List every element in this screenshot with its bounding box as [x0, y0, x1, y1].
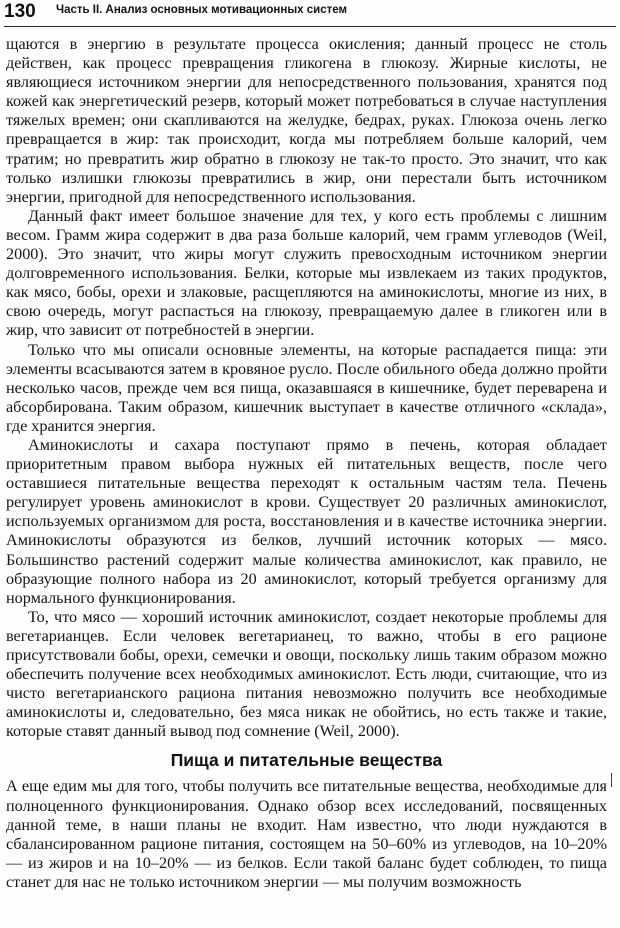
- paragraph-2: Данный факт имеет большое значение для тех, у кого есть проблемы с лишним весом. Грамм жира содержит в два раза больше калорий, чем грамм углеводов (Weil, 2000). Это значит, что жиры могут служить превосходным источником энергии долговременного использования. Белки, которые мы извлекаем из таких продуктов, как мясо, бобы, орехи и злаковые, расщепляются на аминокислоты, многие из них, в свою очередь, могут распасться на глюкозу, превращаемую далее в гликоген или в жир, что зависит от потребностей в энергии.: [6, 206, 607, 340]
- page-body: [6, 35, 607, 892]
- section-paragraph: А еще едим мы для того, чтобы получить все питательные вещества, необходимые для полноценного функционирования. Однако обзор всех исследований, посвященных данной теме, в наши планы не входит. Нам известно, что люди нуждаются в сбалансированном рационе питания, состоящем на 50–60% из углеводов, на 10–20% — из жиров и на 10–20% — из белков. Если такой баланс будет соблюден, то пища станет для нас не только источником энергии — мы получим возможность: [6, 777, 607, 891]
- section-heading: Пища и питательные вещества: [170, 750, 443, 771]
- page-number: 130: [4, 1, 36, 22]
- paragraph-3: Только что мы описали основные элементы, на которые распадается пища: эти элементы всасываются затем в кровяное русло. После обильного обеда должно пройти несколько часов, прежде чем вся пища, оказавшаяся в кишечнике, будет переварена и абсорбирована. Таким образом, кишечник выступает в качестве отличного «склада», где хранится энергия.: [6, 340, 607, 435]
- paragraph-4: Аминокислоты и сахара поступают прямо в печень, которая обладает приоритетным правом выбора нужных ей питательных веществ, после чего оставшиеся питательные вещества переходят к остальным частям тела. Печень регулирует уровень аминокислот в крови. Существует 20 различных аминокислот, используемых организмом для роста, восстановления и в качестве источника энергии. Аминокислоты образуются из белков, лучший источник которых — мясо. Большинство растений содержит малые количества аминокислот, как правило, не образующие полного набора из 20 аминокислот, который требуется организму для нормального функционирования.: [6, 435, 607, 607]
- paragraph-1: щаются в энергию в результате процесса окисления; данный процесс не столь действен, как процесс превращения гликогена в глюкозу. Жирные кислоты, не являющиеся источником энергии для непосредственного пользования, хранятся под кожей как энергетический резерв, который может потребоваться в случае наступления тяжелых времен; они скапливаются на желудке, бедрах, руках. Глюкоза очень легко превращается в жир: так происходит, когда мы потребляем больше калорий, чем тратим; но превратить жир обратно в глюкозу не так-то просто. Это значит, что как только излишки глюкозы превратились в жир, они перестали быть источником энергии, пригодной для непосредственного использования.: [6, 35, 607, 206]
- margin-mark: [611, 773, 612, 787]
- page-header: [4, 2, 616, 27]
- paragraph-5: То, что мясо — хороший источник аминокислот, создает некоторые проблемы для вегетарианцев. Если человек вегетарианец, то важно, чтобы в его рационе присутствовали бобы, орехи, семечки и овощи, поскольку лишь таким образом можно обеспечить получение всех необходимых аминокислот. Есть люди, считающие, что из чисто вегетарианского рациона питания невозможно получить все необходимые аминокислоты и, следовательно, без мяса никак не обойтись, но есть также и такие, которые ставят данный вывод под сомнение (Weil, 2000).: [6, 607, 607, 741]
- running-title: Часть II. Анализ основных мотивационных систем: [56, 4, 347, 16]
